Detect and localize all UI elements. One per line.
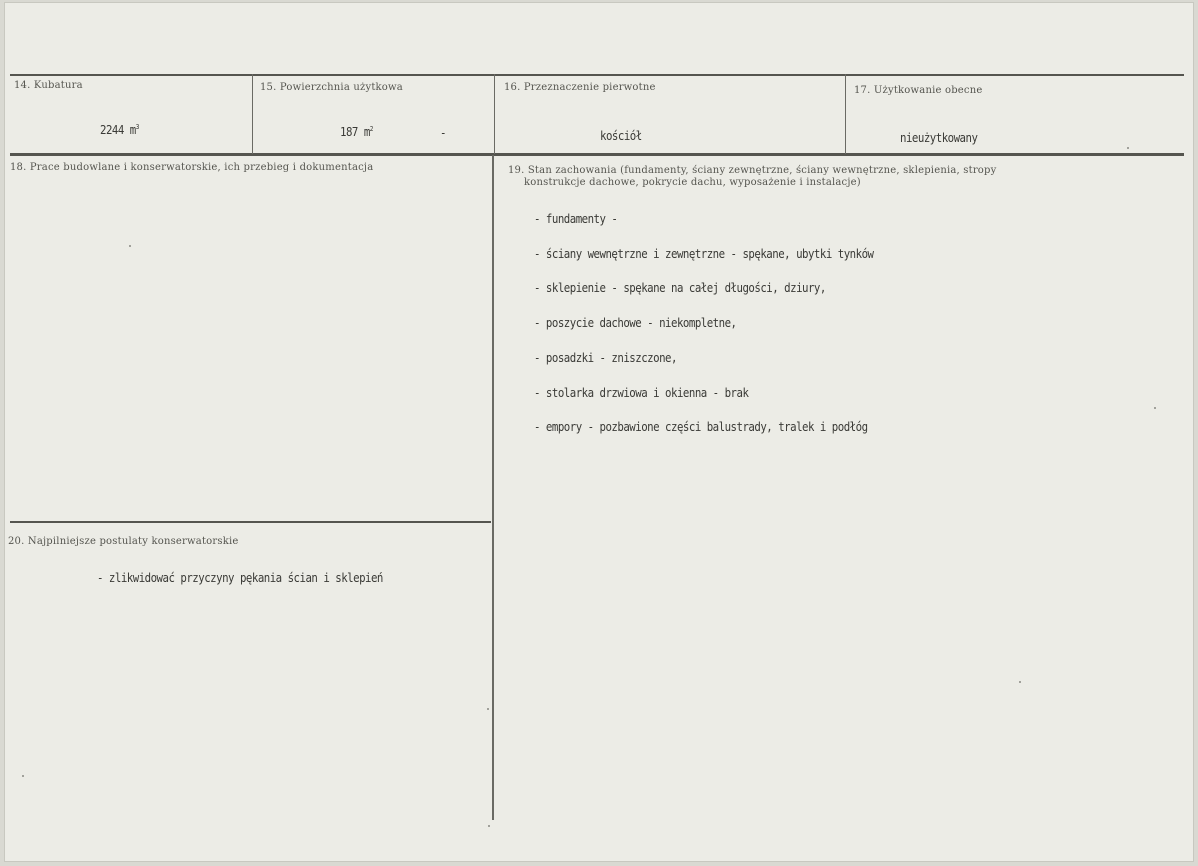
row-divider bbox=[10, 153, 1184, 156]
field-17-value: nieużytkowany bbox=[900, 130, 978, 145]
field-20-label: 20. Najpilniejsze postulaty konserwatorskie bbox=[8, 536, 239, 547]
field-14-value bbox=[100, 122, 139, 137]
field-18-label: 18. Prace budowlane i konserwatorskie, ich przebieg i dokumentacja bbox=[10, 162, 374, 173]
field-14-number: 2244 m bbox=[100, 122, 136, 137]
field-15-unit-exponent: 2 bbox=[369, 124, 373, 133]
field-15-mark: - bbox=[440, 125, 446, 140]
paper-speck bbox=[22, 775, 24, 777]
paper-speck bbox=[487, 708, 489, 710]
field-19-label-line1: 19. Stan zachowania (fundamenty, ściany zewnętrzne, ściany wewnętrzne, sklepienia, stropy bbox=[508, 165, 997, 176]
condition-item: - posadzki - zniszczone, bbox=[534, 349, 677, 365]
field-19-label-line2: konstrukcje dachowe, pokrycie dachu, wyposażenie i instalacje) bbox=[524, 177, 861, 188]
field-14-unit-exponent: 3 bbox=[135, 122, 139, 131]
col-divider-15-16 bbox=[494, 74, 495, 154]
section-divider bbox=[10, 521, 491, 523]
paper-speck bbox=[1019, 681, 1021, 683]
condition-item: - empory - pozbawione części balustrady, tralek i podłóg bbox=[534, 419, 868, 435]
field-17-label: 17. Użytkowanie obecne bbox=[854, 85, 983, 96]
field-16-value: kościół bbox=[600, 128, 642, 143]
paper-speck bbox=[129, 245, 131, 247]
col-divider-main bbox=[492, 155, 494, 820]
postulate-item: - zlikwidować przyczyny pękania ścian i sklepień bbox=[97, 570, 383, 585]
condition-item: - stolarka drzwiowa i okienna - brak bbox=[534, 384, 749, 400]
col-divider-14-15 bbox=[252, 74, 253, 154]
paper-speck bbox=[1154, 407, 1156, 409]
field-16-label: 16. Przeznaczenie pierwotne bbox=[504, 82, 656, 93]
field-15-label: 15. Powierzchnia użytkowa bbox=[260, 82, 403, 93]
col-divider-16-17 bbox=[845, 74, 846, 154]
paper-speck bbox=[488, 825, 490, 827]
paper-speck bbox=[1127, 147, 1129, 149]
condition-item: - sklepienie - spękane na całej długości, dziury, bbox=[534, 280, 826, 296]
field-15-value bbox=[340, 124, 373, 139]
field-15-number: 187 m bbox=[340, 124, 370, 139]
condition-item: - ściany wewnętrzne i zewnętrzne - spękane, ubytki tynków bbox=[534, 245, 874, 261]
field-14-label: 14. Kubatura bbox=[14, 80, 83, 91]
top-rule bbox=[10, 74, 1184, 76]
condition-item: - fundamenty - bbox=[534, 211, 618, 226]
condition-item: - poszycie dachowe - niekompletne, bbox=[534, 315, 737, 331]
